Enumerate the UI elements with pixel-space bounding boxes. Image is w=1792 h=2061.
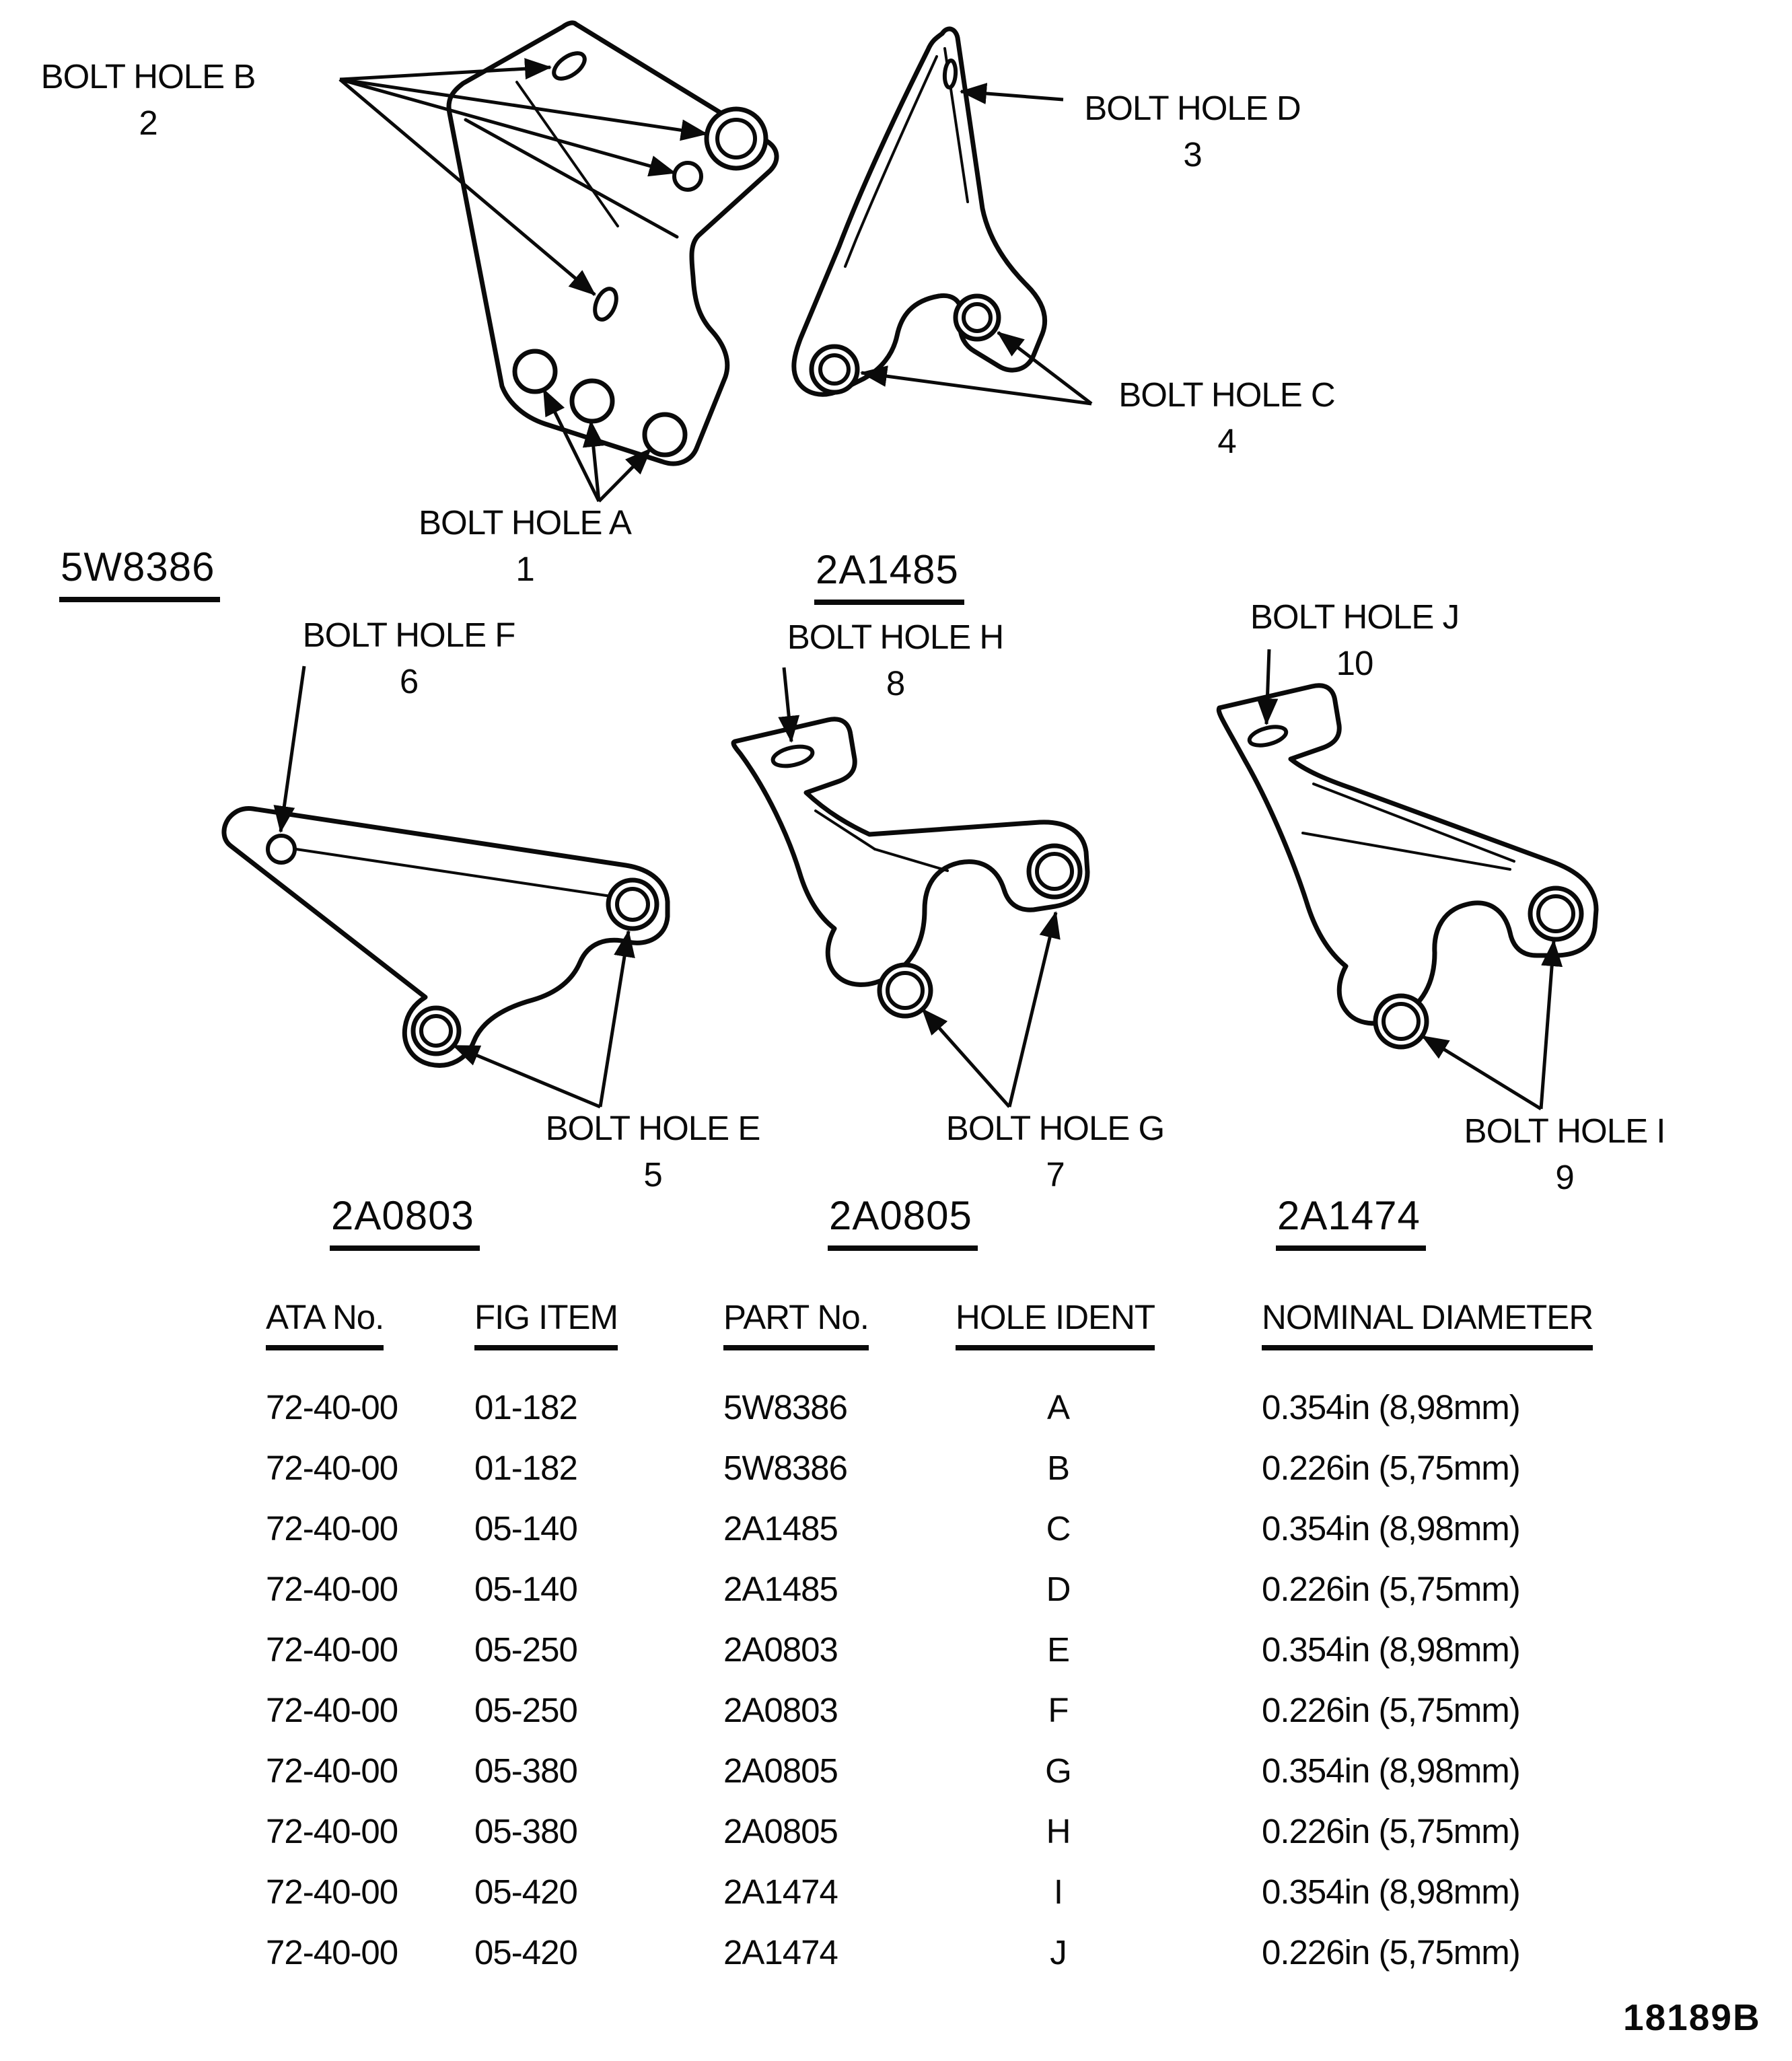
- table-cell: 2A0803: [723, 1690, 838, 1729]
- table-cell: 72-40-00: [266, 1872, 398, 1911]
- table-cell: 05-380: [474, 1751, 577, 1790]
- label-number: 6: [399, 661, 419, 700]
- label-bolt-hole-a: [400, 503, 649, 589]
- table-cell: 0.354in (8,98mm): [1262, 1751, 1520, 1790]
- table-cell: 0.226in (5,75mm): [1262, 1448, 1520, 1487]
- label-text: BOLT HOLE G: [945, 1109, 1165, 1147]
- label-text: BOLT HOLE J: [1250, 598, 1460, 636]
- label-number: 10: [1336, 643, 1373, 682]
- label-number: 7: [1046, 1155, 1065, 1194]
- table-cell: 2A1474: [723, 1872, 838, 1911]
- table-cell: 0.354in (8,98mm): [1262, 1872, 1520, 1911]
- table-cell: 2A1474: [723, 1932, 838, 1972]
- table-cell: 2A0805: [723, 1811, 838, 1850]
- leader-arrows-bolt-hole-g: [923, 912, 1056, 1107]
- label-bolt-hole-e: [532, 1109, 774, 1194]
- leader-arrows-bolt-hole-i: [1423, 941, 1554, 1109]
- col-header-nominal-diameter: NOMINAL DIAMETER: [1262, 1297, 1639, 1377]
- table-cell: C: [1046, 1509, 1071, 1548]
- table-cell: 72-40-00: [266, 1751, 398, 1790]
- label-number: 4: [1217, 421, 1236, 460]
- table-cell: D: [1046, 1569, 1071, 1608]
- table-cell: 72-40-00: [266, 1569, 398, 1608]
- col-header-hole-ident: HOLE IDENT: [956, 1297, 1262, 1377]
- table-cell: 0.354in (8,98mm): [1262, 1387, 1520, 1426]
- table-cell: H: [1046, 1811, 1071, 1850]
- label-number: 8: [886, 663, 905, 702]
- col-header-part-no: PART No.: [723, 1297, 956, 1377]
- part-number-2a0803: 2A0803: [330, 1192, 480, 1251]
- table-cell: 0.226in (5,75mm): [1262, 1569, 1520, 1608]
- table-cell: J: [1050, 1932, 1067, 1972]
- table-cell: I: [1053, 1872, 1063, 1911]
- table-cell: 01-182: [474, 1448, 577, 1487]
- label-bolt-hole-j: [1237, 598, 1472, 683]
- label-number: 5: [643, 1155, 662, 1194]
- label-text: BOLT HOLE I: [1464, 1112, 1665, 1150]
- table-cell: A: [1046, 1387, 1070, 1426]
- table-cell: 05-420: [474, 1872, 577, 1911]
- bolt-hole-spec-table: [266, 1297, 1639, 1982]
- label-text: BOLT HOLE A: [419, 503, 631, 542]
- col-header-ata-no: ATA No.: [266, 1297, 474, 1377]
- table-cell: 2A0805: [723, 1751, 838, 1790]
- bolt-hole-a-1: [515, 351, 555, 392]
- bolt-hole-a-2: [572, 381, 612, 421]
- table-cell: 72-40-00: [266, 1509, 398, 1548]
- label-text: BOLT HOLE E: [545, 1109, 760, 1147]
- label-text: BOLT HOLE B: [40, 57, 256, 96]
- label-text: BOLT HOLE C: [1118, 375, 1335, 414]
- table-cell: 72-40-00: [266, 1690, 398, 1729]
- label-bolt-hole-c: [1096, 375, 1358, 461]
- table-cell: 0.226in (5,75mm): [1262, 1690, 1520, 1729]
- table-cell: 0.226in (5,75mm): [1262, 1932, 1520, 1972]
- label-bolt-hole-b: [13, 57, 283, 143]
- label-number: 3: [1183, 135, 1202, 174]
- bracket-2a0805-drawing: [733, 719, 1087, 1016]
- table-cell: E: [1046, 1630, 1070, 1669]
- table-cell: 05-380: [474, 1811, 577, 1850]
- table-cell: 5W8386: [723, 1448, 847, 1487]
- table-cell: 72-40-00: [266, 1932, 398, 1972]
- table-cell: 2A1485: [723, 1569, 838, 1608]
- table-cell: 05-140: [474, 1509, 577, 1548]
- label-bolt-hole-i: [1457, 1112, 1672, 1197]
- label-bolt-hole-h: [766, 618, 1025, 703]
- table-cell: 0.226in (5,75mm): [1262, 1811, 1520, 1850]
- part-number-2a1485: 2A1485: [814, 546, 964, 605]
- table-cell: 05-250: [474, 1630, 577, 1669]
- table-cell: F: [1048, 1690, 1069, 1729]
- table-cell: 05-140: [474, 1569, 577, 1608]
- bracket-5w8386-drawing: [449, 23, 777, 464]
- bracket-2a0803-drawing: [224, 809, 668, 1066]
- label-bolt-hole-g: [934, 1109, 1176, 1194]
- label-bolt-hole-f: [279, 616, 538, 701]
- bolt-hole-d-slot: [944, 60, 957, 87]
- table-cell: 2A1485: [723, 1509, 838, 1548]
- table-cell: G: [1045, 1751, 1071, 1790]
- table-cell: 2A0803: [723, 1630, 838, 1669]
- label-number: 1: [515, 549, 534, 588]
- table-cell: 0.354in (8,98mm): [1262, 1509, 1520, 1548]
- table-cell: B: [1046, 1448, 1070, 1487]
- part-number-5w8386: 5W8386: [59, 544, 220, 602]
- bolt-hole-f-hole: [268, 836, 295, 863]
- bolt-hole-b-small: [674, 163, 701, 190]
- table-cell: 72-40-00: [266, 1630, 398, 1669]
- table-cell: 05-250: [474, 1690, 577, 1729]
- leader-arrow-bolt-hole-d: [961, 92, 1063, 100]
- table-cell: 0.354in (8,98mm): [1262, 1630, 1520, 1669]
- label-number: 2: [139, 103, 157, 142]
- table-cell: 05-420: [474, 1932, 577, 1972]
- label-text: BOLT HOLE H: [787, 618, 1004, 656]
- table-cell: 72-40-00: [266, 1387, 398, 1426]
- table-cell: 72-40-00: [266, 1448, 398, 1487]
- bracket-2a1474-drawing: [1219, 686, 1596, 1047]
- table-cell: 01-182: [474, 1387, 577, 1426]
- label-text: BOLT HOLE D: [1084, 89, 1301, 127]
- col-header-fig-item: FIG ITEM: [474, 1297, 723, 1377]
- label-bolt-hole-d: [1065, 89, 1320, 174]
- figure-reference-code: 18189B: [1623, 1996, 1761, 2038]
- label-number: 9: [1555, 1157, 1574, 1196]
- table-cell: 72-40-00: [266, 1811, 398, 1850]
- label-text: BOLT HOLE F: [302, 616, 515, 654]
- table-cell: 5W8386: [723, 1387, 847, 1426]
- part-number-2a1474: 2A1474: [1276, 1192, 1426, 1251]
- part-number-2a0805: 2A0805: [828, 1192, 978, 1251]
